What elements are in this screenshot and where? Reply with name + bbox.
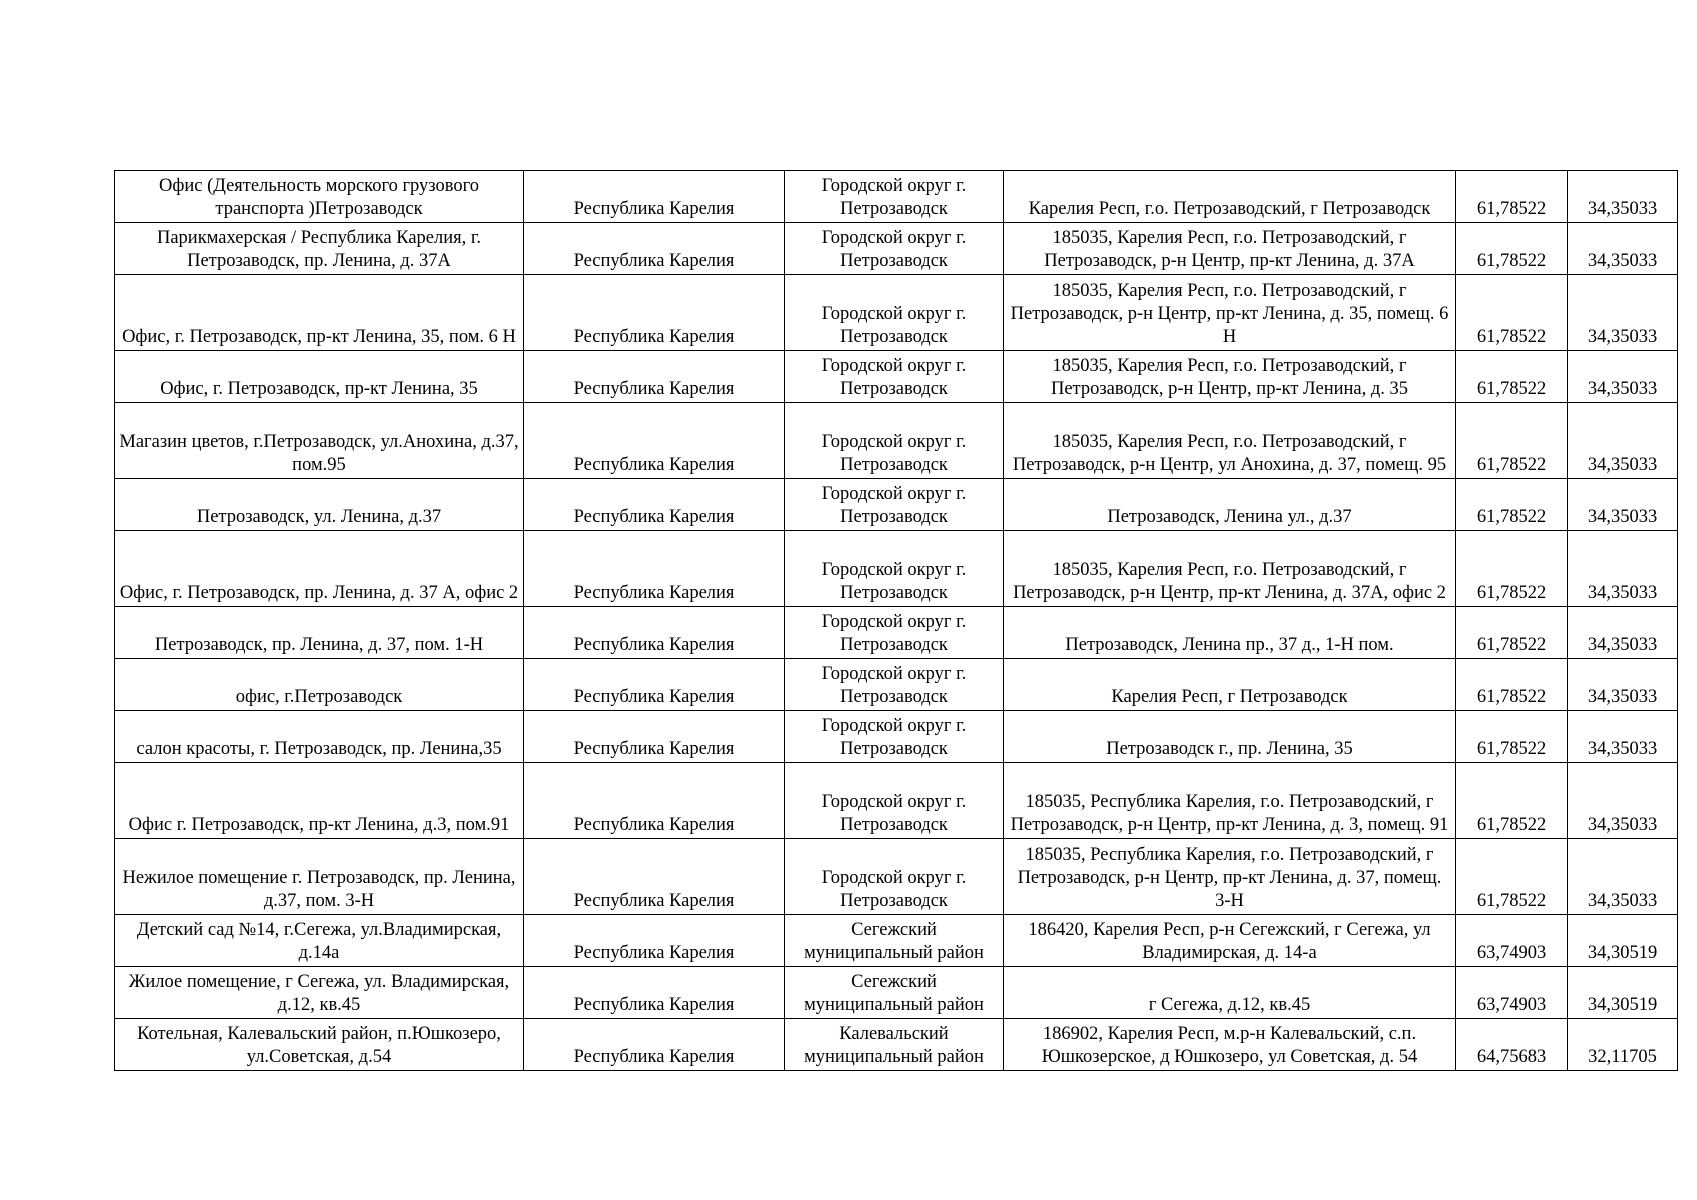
cell-object-name: Офис (Деятельность морского грузового транспорта )Петрозаводск <box>115 171 524 223</box>
cell-longitude: 34,35033 <box>1568 659 1678 711</box>
cell-latitude: 61,78522 <box>1456 403 1568 479</box>
cell-region: Республика Карелия <box>524 1019 785 1071</box>
cell-address: 185035, Карелия Респ, г.о. Петрозаводский, г Петрозаводск, р-н Центр, ул Анохина, д. 37, помещ. 95 <box>1004 403 1456 479</box>
cell-latitude: 61,78522 <box>1456 351 1568 403</box>
cell-region: Республика Карелия <box>524 223 785 275</box>
cell-latitude: 61,78522 <box>1456 223 1568 275</box>
cell-object-name: Нежилое помещение г. Петрозаводск, пр. Ленина, д.37, пом. 3-Н <box>115 839 524 915</box>
cell-district: Городской округ г. Петрозаводск <box>785 223 1004 275</box>
cell-district: Городской округ г. Петрозаводск <box>785 479 1004 531</box>
table-row <box>115 659 1678 711</box>
cell-address: Петрозаводск, Ленина ул., д.37 <box>1004 479 1456 531</box>
cell-latitude: 61,78522 <box>1456 171 1568 223</box>
cell-longitude: 34,35033 <box>1568 531 1678 607</box>
cell-address: 185035, Республика Карелия, г.о. Петрозаводский, г Петрозаводск, р-н Центр, пр-кт Ленина, д. 3, помещ. 91 <box>1004 763 1456 839</box>
cell-object-name: офис, г.Петрозаводск <box>115 659 524 711</box>
cell-region: Республика Карелия <box>524 607 785 659</box>
cell-latitude: 63,74903 <box>1456 915 1568 967</box>
cell-address: 185035, Карелия Респ, г.о. Петрозаводский, г Петрозаводск, р-н Центр, пр-кт Ленина, д. 35, помещ. 6 Н <box>1004 275 1456 351</box>
cell-address: 186420, Карелия Респ, р-н Сегежский, г Сегежа, ул Владимирская, д. 14-а <box>1004 915 1456 967</box>
cell-longitude: 34,35033 <box>1568 403 1678 479</box>
cell-address: Карелия Респ, г.о. Петрозаводский, г Петрозаводск <box>1004 171 1456 223</box>
table-row <box>115 967 1678 1019</box>
cell-region: Республика Карелия <box>524 531 785 607</box>
cell-longitude: 34,35033 <box>1568 763 1678 839</box>
cell-object-name: Жилое помещение, г Сегежа, ул. Владимирская, д.12, кв.45 <box>115 967 524 1019</box>
cell-region: Республика Карелия <box>524 839 785 915</box>
cell-latitude: 61,78522 <box>1456 711 1568 763</box>
cell-object-name: Офис, г. Петрозаводск, пр. Ленина, д. 37 А, офис 2 <box>115 531 524 607</box>
cell-latitude: 61,78522 <box>1456 607 1568 659</box>
cell-district: Городской округ г. Петрозаводск <box>785 531 1004 607</box>
cell-region: Республика Карелия <box>524 763 785 839</box>
table-row <box>115 839 1678 915</box>
cell-latitude: 63,74903 <box>1456 967 1568 1019</box>
cell-address: 186902, Карелия Респ, м.р-н Калевальский, с.п. Юшкозерское, д Юшкозеро, ул Советская, д. 54 <box>1004 1019 1456 1071</box>
cell-address: 185035, Карелия Респ, г.о. Петрозаводский, г Петрозаводск, р-н Центр, пр-кт Ленина, д. 37А <box>1004 223 1456 275</box>
table-row <box>115 1019 1678 1071</box>
cell-district: Городской округ г. Петрозаводск <box>785 171 1004 223</box>
cell-district: Городской округ г. Петрозаводск <box>785 403 1004 479</box>
cell-longitude: 34,35033 <box>1568 479 1678 531</box>
cell-longitude: 34,30519 <box>1568 967 1678 1019</box>
cell-district: Городской округ г. Петрозаводск <box>785 275 1004 351</box>
table-row <box>115 711 1678 763</box>
data-table <box>114 170 1678 1071</box>
cell-address: Петрозаводск, Ленина пр., 37 д., 1-Н пом. <box>1004 607 1456 659</box>
cell-object-name: Офис г. Петрозаводск, пр-кт Ленина, д.3, пом.91 <box>115 763 524 839</box>
table-row <box>115 403 1678 479</box>
cell-longitude: 34,35033 <box>1568 607 1678 659</box>
table-row <box>115 351 1678 403</box>
cell-district: Калевальский муниципальный район <box>785 1019 1004 1071</box>
cell-longitude: 34,35033 <box>1568 171 1678 223</box>
cell-address: Карелия Респ, г Петрозаводск <box>1004 659 1456 711</box>
cell-district: Сегежский муниципальный район <box>785 915 1004 967</box>
cell-address: 185035, Карелия Респ, г.о. Петрозаводский, г Петрозаводск, р-н Центр, пр-кт Ленина, д. 37А, офис 2 <box>1004 531 1456 607</box>
cell-longitude: 34,35033 <box>1568 351 1678 403</box>
cell-latitude: 61,78522 <box>1456 479 1568 531</box>
cell-region: Республика Карелия <box>524 171 785 223</box>
cell-object-name: Котельная, Калевальский район, п.Юшкозеро, ул.Советская, д.54 <box>115 1019 524 1071</box>
cell-region: Республика Карелия <box>524 275 785 351</box>
cell-district: Городской округ г. Петрозаводск <box>785 607 1004 659</box>
table-row <box>115 275 1678 351</box>
cell-region: Республика Карелия <box>524 351 785 403</box>
cell-region: Республика Карелия <box>524 479 785 531</box>
cell-object-name: салон красоты, г. Петрозаводск, пр. Ленина,35 <box>115 711 524 763</box>
table-row <box>115 531 1678 607</box>
cell-district: Городской округ г. Петрозаводск <box>785 839 1004 915</box>
table-row <box>115 171 1678 223</box>
table-row <box>115 479 1678 531</box>
cell-district: Городской округ г. Петрозаводск <box>785 711 1004 763</box>
cell-latitude: 61,78522 <box>1456 659 1568 711</box>
cell-object-name: Петрозаводск, пр. Ленина, д. 37, пом. 1-Н <box>115 607 524 659</box>
cell-address: 185035, Республика Карелия, г.о. Петрозаводский, г Петрозаводск, р-н Центр, пр-кт Ленина, д. 37, помещ. 3-Н <box>1004 839 1456 915</box>
cell-latitude: 61,78522 <box>1456 763 1568 839</box>
cell-address: 185035, Карелия Респ, г.о. Петрозаводский, г Петрозаводск, р-н Центр, пр-кт Ленина, д. 35 <box>1004 351 1456 403</box>
cell-latitude: 64,75683 <box>1456 1019 1568 1071</box>
cell-object-name: Парикмахерская / Республика Карелия, г. Петрозаводск, пр. Ленина, д. 37А <box>115 223 524 275</box>
cell-longitude: 34,30519 <box>1568 915 1678 967</box>
cell-longitude: 34,35033 <box>1568 839 1678 915</box>
table-row <box>115 763 1678 839</box>
cell-district: Городской округ г. Петрозаводск <box>785 763 1004 839</box>
cell-object-name: Магазин цветов, г.Петрозаводск, ул.Анохина, д.37, пом.95 <box>115 403 524 479</box>
cell-object-name: Детский сад №14, г.Сегежа, ул.Владимирская, д.14а <box>115 915 524 967</box>
cell-district: Городской округ г. Петрозаводск <box>785 351 1004 403</box>
cell-district: Городской округ г. Петрозаводск <box>785 659 1004 711</box>
cell-latitude: 61,78522 <box>1456 531 1568 607</box>
cell-region: Республика Карелия <box>524 659 785 711</box>
cell-region: Республика Карелия <box>524 711 785 763</box>
cell-region: Республика Карелия <box>524 403 785 479</box>
cell-object-name: Петрозаводск, ул. Ленина, д.37 <box>115 479 524 531</box>
cell-district: Сегежский муниципальный район <box>785 967 1004 1019</box>
table-row <box>115 915 1678 967</box>
table-row <box>115 607 1678 659</box>
cell-latitude: 61,78522 <box>1456 839 1568 915</box>
cell-region: Республика Карелия <box>524 967 785 1019</box>
cell-longitude: 34,35033 <box>1568 275 1678 351</box>
cell-longitude: 32,11705 <box>1568 1019 1678 1071</box>
cell-longitude: 34,35033 <box>1568 711 1678 763</box>
cell-region: Республика Карелия <box>524 915 785 967</box>
cell-address: Петрозаводск г., пр. Ленина, 35 <box>1004 711 1456 763</box>
cell-longitude: 34,35033 <box>1568 223 1678 275</box>
cell-object-name: Офис, г. Петрозаводск, пр-кт Ленина, 35, пом. 6 Н <box>115 275 524 351</box>
cell-object-name: Офис, г. Петрозаводск, пр-кт Ленина, 35 <box>115 351 524 403</box>
cell-address: г Сегежа, д.12, кв.45 <box>1004 967 1456 1019</box>
cell-latitude: 61,78522 <box>1456 275 1568 351</box>
table-row <box>115 223 1678 275</box>
